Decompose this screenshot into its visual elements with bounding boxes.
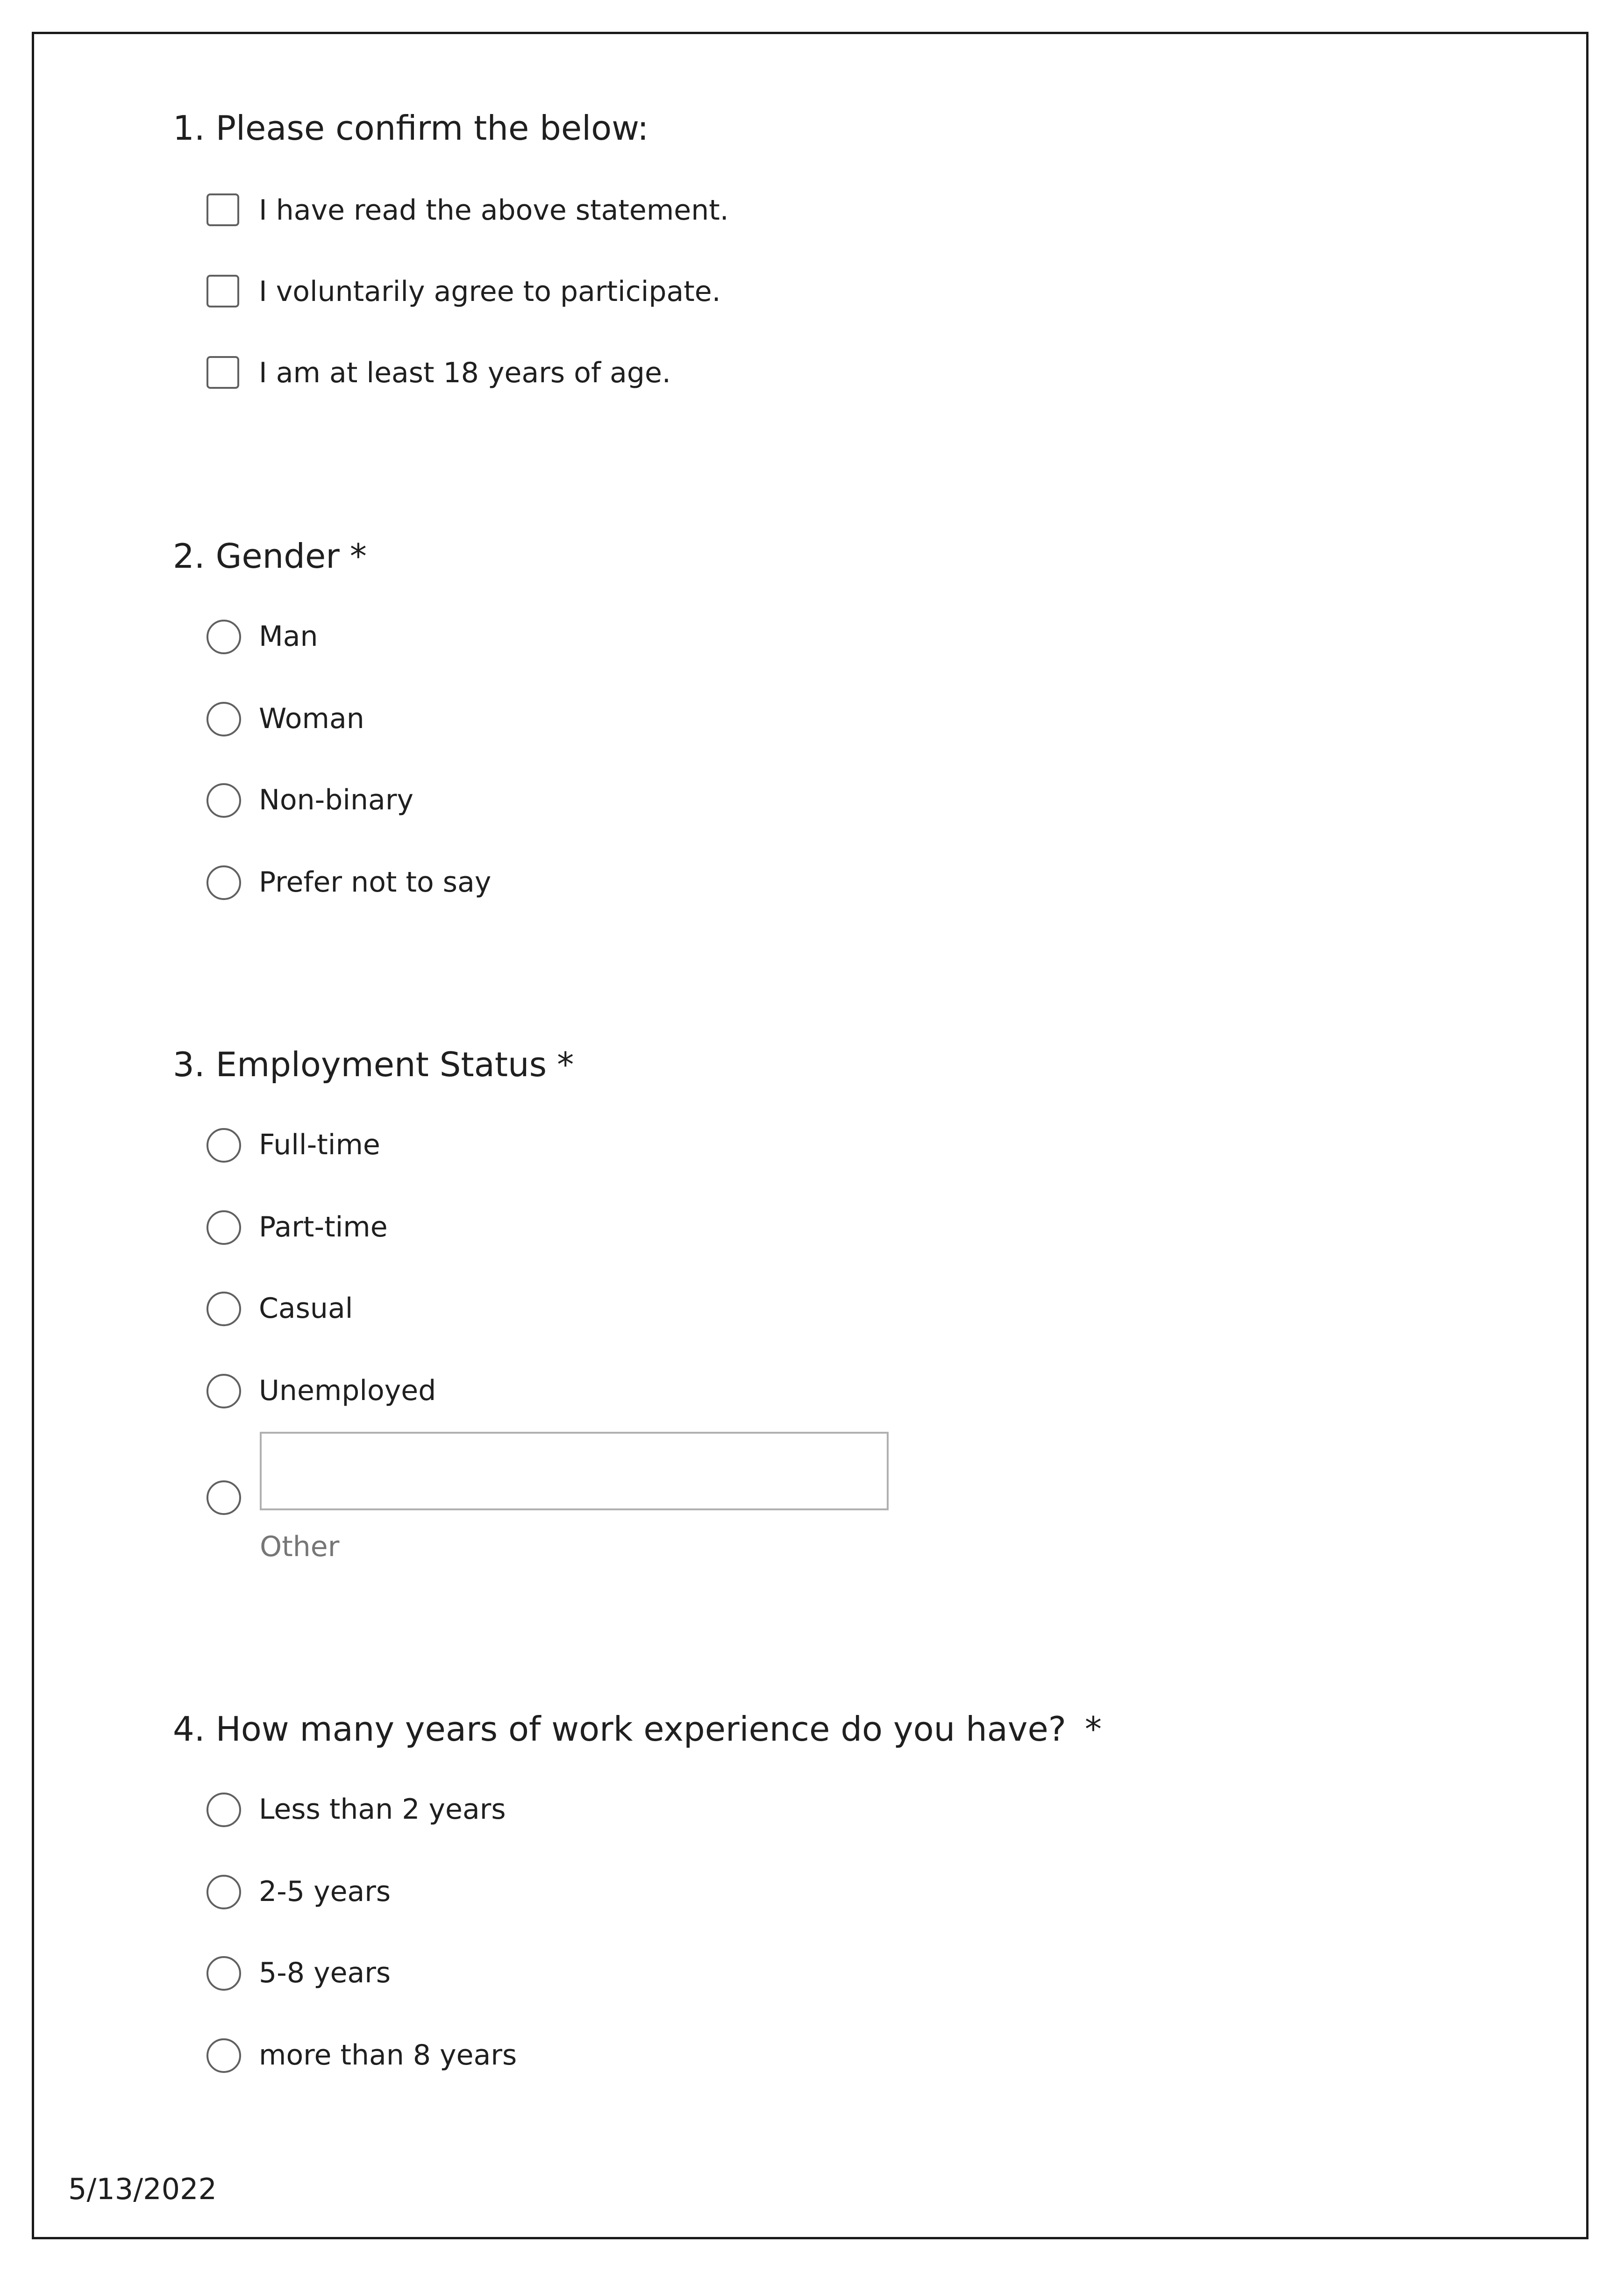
radio-option-non-binary[interactable]: [207, 783, 1141, 821]
radio-option-2-5-years[interactable]: [207, 1875, 1141, 1912]
other-input-caption: Other: [260, 1530, 340, 1563]
radio-option-woman[interactable]: [207, 702, 1141, 739]
footer-date: 5/13/2022: [68, 2172, 217, 2206]
option-label: Woman: [259, 702, 364, 735]
radio-option-unemployed[interactable]: [207, 1374, 1141, 1411]
radio-button[interactable]: [207, 620, 241, 654]
radio-option-man[interactable]: [207, 620, 1141, 657]
option-label: Less than 2 years: [259, 1793, 506, 1826]
radio-option-casual[interactable]: [207, 1292, 1141, 1329]
radio-button[interactable]: [207, 1956, 241, 1991]
required-asterisk: *: [557, 1045, 574, 1084]
radio-option-more-than-8-years[interactable]: [207, 2038, 1141, 2076]
radio-option-prefer-not-to-say[interactable]: [207, 865, 1141, 903]
question-3-title: 3. Employment Status *: [173, 1045, 574, 1084]
checkbox[interactable]: [207, 356, 239, 389]
option-label: Unemployed: [259, 1374, 436, 1407]
radio-option-less-than-2-years[interactable]: [207, 1793, 1141, 1830]
radio-button[interactable]: [207, 1210, 241, 1245]
option-label: Prefer not to say: [259, 866, 491, 899]
required-asterisk: *: [349, 536, 367, 576]
radio-button[interactable]: [207, 1128, 241, 1163]
radio-option-full-time[interactable]: [207, 1128, 1141, 1165]
checkbox-option-read-statement[interactable]: [207, 193, 1141, 231]
question-4-title: 4. How many years of work experience do you have? *: [173, 1709, 1102, 1749]
question-1-title: 1. Please confirm the below:: [173, 108, 649, 148]
option-label: Man: [259, 620, 318, 653]
radio-button[interactable]: [207, 865, 241, 900]
option-label: 2-5 years: [259, 1875, 391, 1908]
option-label: Casual: [259, 1292, 353, 1325]
required-asterisk: *: [1085, 1709, 1102, 1749]
option-label: I am at least 18 years of age.: [259, 357, 671, 389]
checkbox[interactable]: [207, 193, 239, 226]
option-label: more than 8 years: [259, 2039, 517, 2072]
option-label: I have read the above statement.: [259, 194, 729, 227]
radio-option-part-time[interactable]: [207, 1210, 1141, 1248]
checkbox-option-age-18[interactable]: [207, 356, 1141, 393]
radio-button[interactable]: [207, 1793, 241, 1827]
radio-button[interactable]: [207, 1292, 241, 1326]
checkbox-option-voluntarily-agree[interactable]: [207, 275, 1141, 312]
other-text-input[interactable]: [260, 1432, 889, 1510]
option-label: 5-8 years: [259, 1957, 391, 1989]
radio-button[interactable]: [207, 702, 241, 736]
radio-button[interactable]: [207, 783, 241, 818]
radio-button[interactable]: [207, 1875, 241, 1909]
radio-button[interactable]: [207, 2038, 241, 2073]
option-label: Non-binary: [259, 784, 413, 816]
option-label: Part-time: [259, 1211, 388, 1243]
question-2-title: 2. Gender *: [173, 536, 367, 576]
radio-button[interactable]: [207, 1374, 241, 1408]
radio-option-5-8-years[interactable]: [207, 1956, 1141, 1993]
radio-option-other[interactable]: [207, 1480, 244, 1518]
option-label: I voluntarily agree to participate.: [259, 275, 721, 308]
option-label: Full-time: [259, 1129, 380, 1161]
radio-button[interactable]: [207, 1480, 241, 1515]
checkbox[interactable]: [207, 275, 239, 307]
